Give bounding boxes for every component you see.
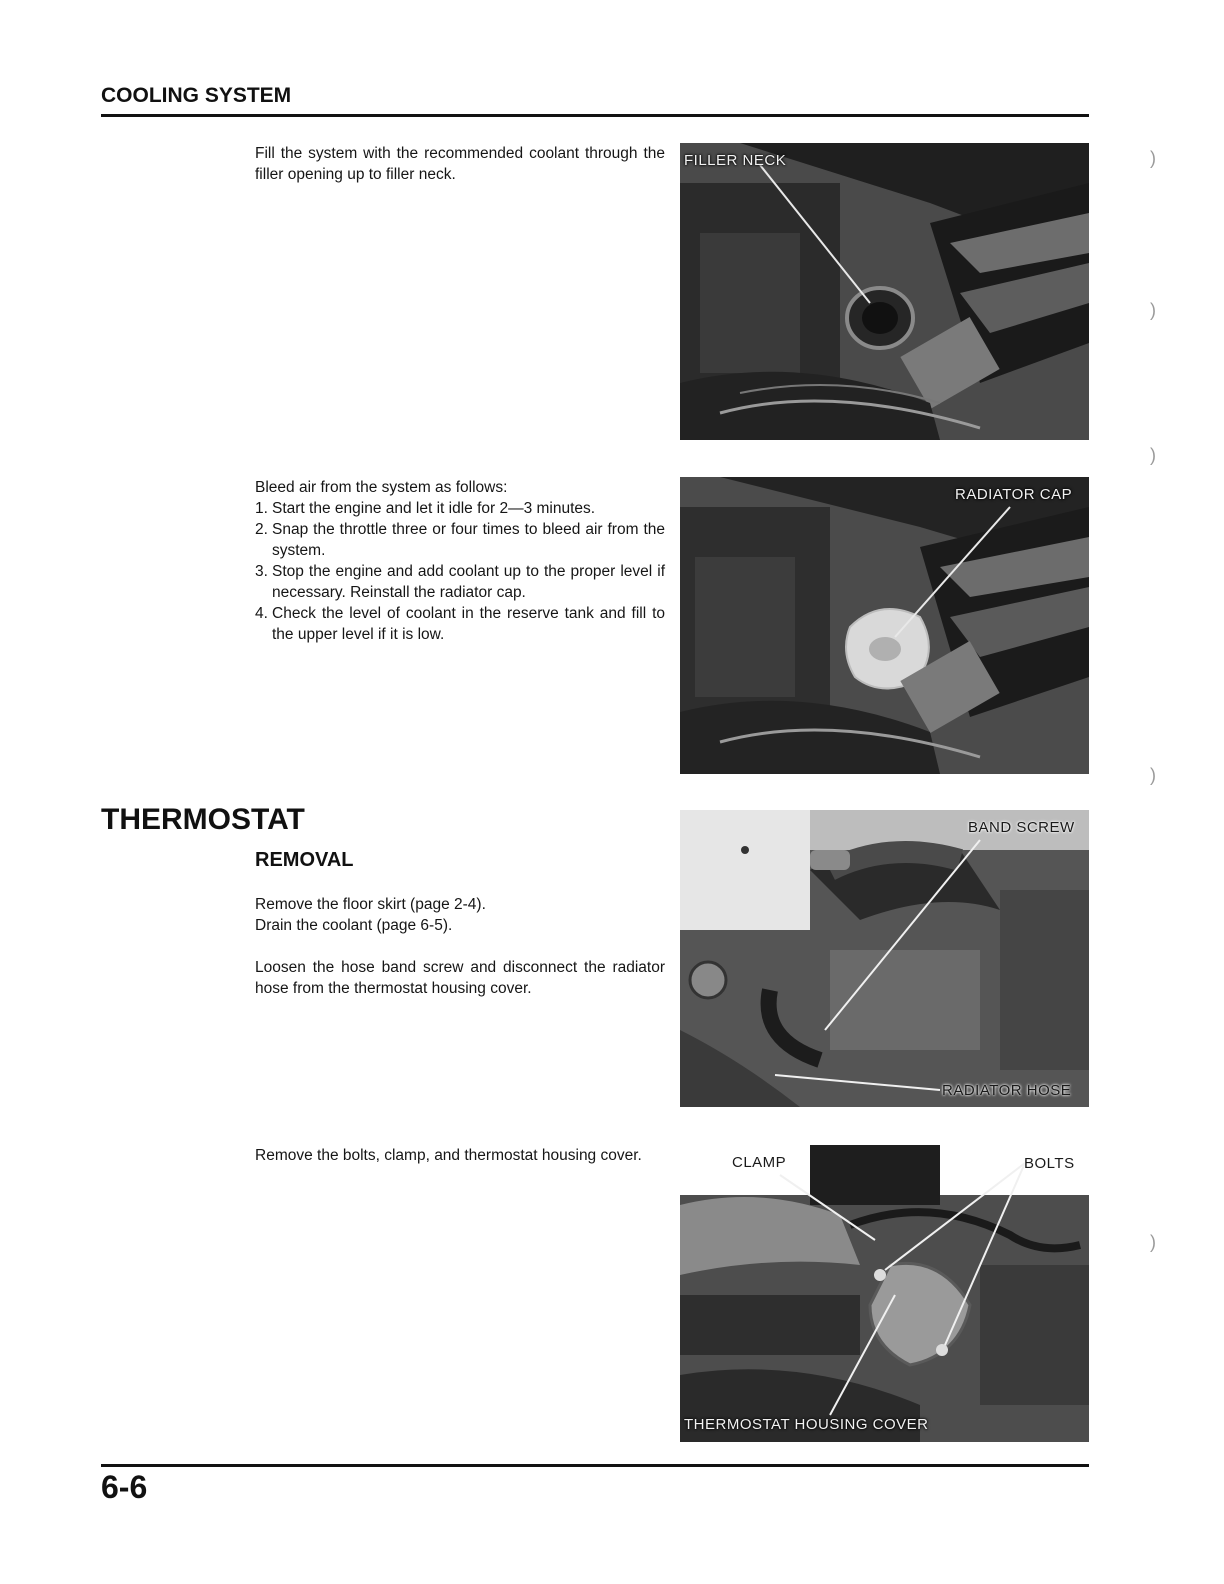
header-rule: [101, 114, 1089, 117]
bleed-step: [255, 603, 665, 645]
removal-prep-line: Remove the floor skirt (page 2-4).: [255, 896, 486, 913]
removal-prep: [255, 894, 665, 936]
bleed-instructions: [255, 477, 665, 645]
photo-radiator-cap: [680, 477, 1089, 774]
step-text: Stop the engine and add coolant up to the proper level if necessary. Reinstall the radiator cap.: [272, 563, 665, 601]
step-text: Snap the throttle three or four times to bleed air from the system.: [272, 521, 665, 559]
hose-instruction: Loosen the hose band screw and disconnect the radiator hose from the thermostat housing cover.: [255, 959, 665, 997]
removal-prep-line: Drain the coolant (page 6-5).: [255, 917, 453, 934]
photo-band-screw: [680, 810, 1089, 1107]
footer-rule: [101, 1464, 1089, 1467]
step-number: 3.: [255, 563, 268, 580]
step-text: Start the engine and let it idle for 2—3 minutes.: [272, 500, 596, 517]
callout-band-screw: BAND SCREW: [968, 819, 1075, 836]
callout-filler-neck: FILLER NECK: [684, 152, 787, 169]
section-title: COOLING SYSTEM: [101, 84, 292, 107]
step-number: 1.: [255, 500, 268, 517]
bleed-step: [255, 498, 665, 519]
bleed-step: [255, 561, 665, 603]
fill-instruction: Fill the system with the recommended coolant through the filler opening up to filler neck.: [255, 145, 665, 183]
step-number: 2.: [255, 521, 268, 538]
binding-mark: ): [1150, 148, 1156, 168]
callout-thermostat-housing-cover: THERMOSTAT HOUSING COVER: [684, 1416, 929, 1433]
step-number: 4.: [255, 605, 268, 622]
heading-removal: REMOVAL: [255, 849, 354, 871]
binding-mark: ): [1150, 765, 1156, 785]
page-number: 6-6: [101, 1469, 148, 1505]
callout-radiator-hose: RADIATOR HOSE: [942, 1082, 1072, 1099]
bleed-intro: Bleed air from the system as follows:: [255, 479, 508, 496]
callout-clamp: CLAMP: [732, 1154, 787, 1171]
photo-thermostat-housing: [680, 1145, 1089, 1442]
binding-mark: ): [1150, 300, 1156, 320]
photo-filler-neck: [680, 143, 1089, 440]
bleed-steps: [255, 498, 665, 645]
heading-thermostat: THERMOSTAT: [101, 803, 305, 836]
binding-mark: ): [1150, 1232, 1156, 1252]
step-text: Check the level of coolant in the reserve tank and fill to the upper level if it is low.: [272, 605, 665, 643]
bleed-step: [255, 519, 665, 561]
binding-mark: ): [1150, 445, 1156, 465]
callout-bolts: BOLTS: [1024, 1155, 1075, 1172]
callout-radiator-cap: RADIATOR CAP: [955, 486, 1073, 503]
housing-instruction: Remove the bolts, clamp, and thermostat housing cover.: [255, 1147, 642, 1164]
